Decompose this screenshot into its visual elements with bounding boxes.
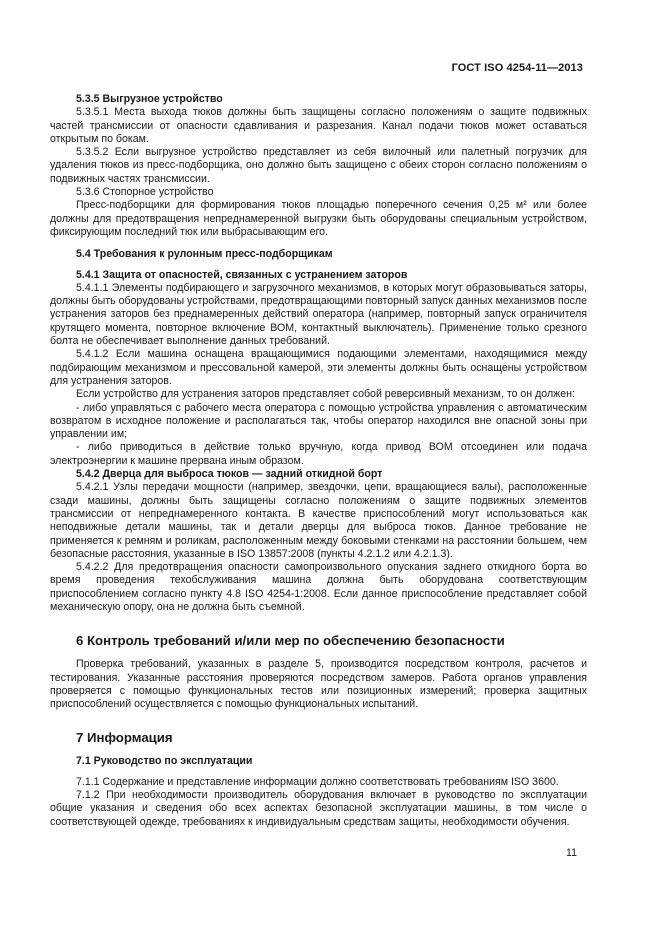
section-heading: 5.4 Требования к рулонным пресс-подборщикам xyxy=(76,248,333,261)
subsection-heading: 5.3.6 Стопорное устройство xyxy=(76,186,214,199)
paragraph: 7.1.2 При необходимости производитель оборудования включает в руководство по эксплуатации общие указания и сведения обо всех аспектах безопасной эксплуатации машины, в том числе о соответствующей одежде, требованиях к индивидуальным средствам защиты, необходимости обучения. xyxy=(50,789,587,828)
chapter-heading: 7 Информация xyxy=(76,730,173,746)
list-item: - либо приводиться в действие только вручную, когда привод ВОМ отсоединен или подача электроэнергии к машине прервана иным образом. xyxy=(50,441,587,467)
list-item: - либо управляться с рабочего места оператора с помощью устройства управления с автоматическим возвратом в исходное положение и располагаться так, чтобы оператор находился вне опасной зоны при управлении им; xyxy=(50,401,587,441)
section-heading: 7.1 Руководство по эксплуатации xyxy=(76,755,253,768)
subsection-heading: 5.4.2 Дверца для выброса тюков — задний откидной борт xyxy=(76,468,383,481)
paragraph: Если устройство для устранения заторов представляет собой реверсивный механизм, то он должен: xyxy=(76,388,575,401)
chapter-heading: 6 Контроль требований и/или мер по обеспечению безопасности xyxy=(76,633,505,649)
paragraph: 5.3.5.1 Места выхода тюков должны быть защищены согласно положениям о защите подвижных частей трансмиссии от опасности сдавливания и разрезания. Канал подачи тюков может оставаться открытым по бокам. xyxy=(50,106,587,145)
paragraph: Проверка требований, указанных в разделе 5, производится посредством контроля, расчетов и тестирования. Указанные расстояния проверяются посредством замеров. Работа органов управления проверяется с помощью функциональных тестов или позиционных измерений; проверка защитных приспособлений осуществляется с помощью функциональных испытаний. xyxy=(50,658,587,711)
paragraph: Пресс-подборщики для формирования тюков площадью поперечного сечения 0,25 м² или более должны для предотвращения непреднамеренной выгрузки быть оборудованы специальным устройством, фиксирующим последний тюк или выбрасывающим его. xyxy=(50,199,587,238)
paragraph: 7.1.1 Содержание и представление информации должно соответствовать требованиям ISO 3600. xyxy=(76,775,559,788)
paragraph: 5.3.5.2 Если выгрузное устройство представляет из себя вилочный или палетный погрузчик для удаления тюков из пресс-подборщика, оно должно быть защищено с обеих сторон согласно положениям о подвижных частях трансмиссии. xyxy=(50,146,587,185)
paragraph: 5.4.2.2 Для предотвращения опасности самопроизвольного опускания заднего откидного борта во время проведения техобслуживания машина должна быть оборудована соответствующим приспособлением согласно пункту 4.8 ISO 4254-1:2008. Если данное приспособление представляет собой механическую опору, она не должна быть съемной. xyxy=(50,561,587,613)
paragraph: 5.4.1.1 Элементы подбирающего и загрузочного механизмов, в которых могут образовываться заторы, должны быть оборудованы устройствами, предотвращающими повторный запуск данных механизмов после устранения заторов без преднамеренных действий оператора (например, повторный запуск ограничителя крутящего момента, повторное включение ВОМ, контактный выключатель). Применение только срезного болта не обеспечивает выполнение данных требований. xyxy=(50,281,587,348)
document-body xyxy=(50,93,587,829)
subsection-heading: 5.4.1 Защита от опасностей, связанных с устранением заторов xyxy=(76,268,408,281)
subsection-heading: 5.3.5 Выгрузное устройство xyxy=(76,93,223,105)
page-number: 11 xyxy=(566,847,577,859)
document-header: ГОСТ ISO 4254-11—2013 xyxy=(451,62,583,74)
paragraph: 5.4.1.2 Если машина оснащена вращающимися подающими элементами, находящимися между подбирающим механизмом и прессовальной камерой, эти элементы должны быть оснащены устройством для устранения заторов. xyxy=(50,348,587,387)
paragraph: 5.4.2.1 Узлы передачи мощности (например, звездочки, цепи, вращающиеся валы), расположенные сзади машины, должны быть защищены согласно положениям о защите подвижных элементов трансмиссии от непреднамеренного контакта. В качестве приспособлений могут использоваться как неподвижные детали машины, так и детали дверцы для выброса тюков. Данное требование не применяется к ремням и роликам, расположенным между боковыми стенками на расстоянии большем, чем безопасные расстояния, указанные в ISO 13857:2008 (пункты 4.2.1.2 или 4.2.1.3). xyxy=(50,481,587,560)
